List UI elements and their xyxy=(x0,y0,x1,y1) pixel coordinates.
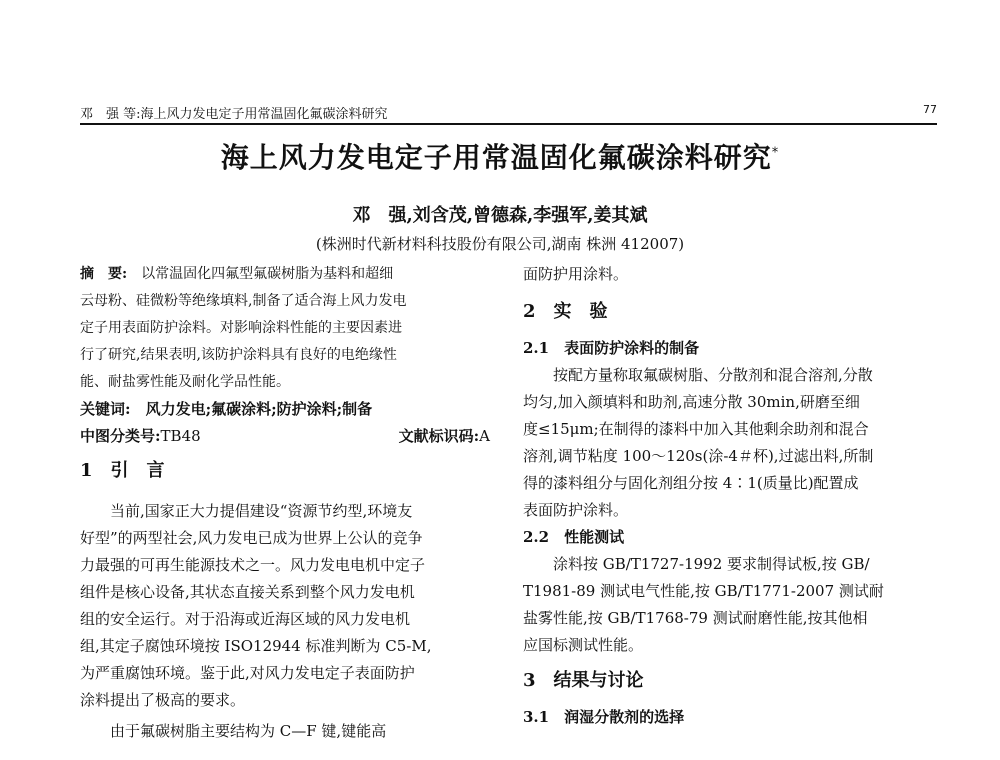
continued-text: 面防护用涂料。 xyxy=(523,265,629,283)
intro-line-1: 当前,国家正大力提倡建设“资源节约型,环境友 xyxy=(110,502,413,520)
intro-paragraph-2-line-1: 由于氟碳树脂主要结构为 C—F 键,键能高 xyxy=(110,722,387,740)
s22-line-2: T1981-89 测试电气性能,按 GB/T1771-2007 测试耐 xyxy=(523,582,884,600)
section-3-heading: 3 结果与讨论 xyxy=(523,670,644,691)
s21-line-5: 得的漆料组分与固化剂组分按 4∶1(质量比)配置成 xyxy=(523,474,859,492)
keywords-text: 风力发电;氟碳涂料;防护涂料;制备 xyxy=(145,400,373,418)
doc-code-value: A xyxy=(479,427,490,445)
intro-line-3: 力最强的可再生能源技术之一。风力发电电机中定子 xyxy=(80,556,426,574)
right-column xyxy=(523,261,937,731)
intro-line-8: 涂料提出了极高的要求。 xyxy=(80,691,246,709)
abstract xyxy=(80,261,490,396)
abstract-line-5: 能、耐盐雾性能及耐化学品性能。 xyxy=(80,374,290,390)
s21-line-3: 度≤15μm;在制得的漆料中加入其他剩余助剂和混合 xyxy=(523,420,869,438)
left-column xyxy=(80,261,490,745)
clc-label: 中图分类号: xyxy=(80,427,161,445)
intro-line-5: 组的安全运行。对于沿海或近海区域的风力发电机 xyxy=(80,610,411,628)
page-number: 77 xyxy=(923,103,937,116)
s22-line-4: 应国标测试性能。 xyxy=(523,636,644,654)
subsection-2-2-heading: 2.2 性能测试 xyxy=(523,528,625,546)
subsection-2-2-body xyxy=(523,551,937,659)
abstract-line-1: 以常温固化四氟型氟碳树脂为基料和超细 xyxy=(141,266,394,282)
s22-line-1: 涂料按 GB/T1727-1992 要求制得试板,按 GB/ xyxy=(553,555,870,573)
intro-line-2: 好型”的两型社会,风力发电已成为世界上公认的竞争 xyxy=(80,529,423,547)
s22-line-3: 盐雾性能,按 GB/T1768-79 测试耐磨性能,按其他相 xyxy=(523,609,868,627)
intro-line-7: 为严重腐蚀环境。鉴于此,对风力发电定子表面防护 xyxy=(80,664,415,682)
classification xyxy=(80,423,490,450)
affiliation: (株洲时代新材料科技股份有限公司,湖南 株洲 412007) xyxy=(315,235,685,253)
section-2-heading: 2 实 验 xyxy=(523,301,608,322)
clc-value: TB48 xyxy=(160,427,201,445)
subsection-3-1-heading: 3.1 润湿分散剂的选择 xyxy=(523,708,685,726)
abstract-label: 摘 要: xyxy=(80,266,128,282)
running-header-left: 邓 强 等:海上风力发电定子用常温固化氟碳涂料研究 xyxy=(80,107,388,122)
keywords-label: 关键词: xyxy=(80,400,131,418)
intro-paragraph xyxy=(80,498,490,714)
intro-line-6: 组,其定子腐蚀环境按 ISO12944 标准判断为 C5-M, xyxy=(80,637,432,655)
s21-line-4: 溶剂,调节粘度 100～120s(涂-4＃杯),过滤出料,所制 xyxy=(523,447,874,465)
s21-line-1: 按配方量称取氟碳树脂、分散剂和混合溶剂,分散 xyxy=(553,366,873,384)
subsection-2-1-heading: 2.1 表面防护涂料的制备 xyxy=(523,339,700,357)
title-text: 海上风力发电定子用常温固化氟碳涂料研究 xyxy=(220,141,772,174)
title-footnote-mark: * xyxy=(771,145,780,161)
abstract-line-3: 定子用表面防护涂料。对影响涂料性能的主要因素进 xyxy=(80,320,402,336)
keywords xyxy=(80,396,490,423)
abstract-line-4: 行了研究,结果表明,该防护涂料具有良好的电绝缘性 xyxy=(80,347,397,363)
authors: 邓 强,刘含茂,曾德森,李强军,姜其斌 xyxy=(352,205,648,226)
section-1-heading: 1 引 言 xyxy=(80,460,165,481)
header-rule xyxy=(80,123,937,125)
subsection-2-1-body xyxy=(523,362,937,524)
abstract-line-2: 云母粉、硅微粉等绝缘填料,制备了适合海上风力发电 xyxy=(80,293,407,309)
s21-line-2: 均匀,加入颜填料和助剂,高速分散 30min,研磨至细 xyxy=(523,393,860,411)
intro-line-4: 组件是核心设备,其状态直接关系到整个风力发电机 xyxy=(80,583,415,601)
doc-code-label: 文献标识码: xyxy=(398,427,480,445)
paper-title xyxy=(0,136,1000,176)
s21-line-6: 表面防护涂料。 xyxy=(523,501,629,519)
